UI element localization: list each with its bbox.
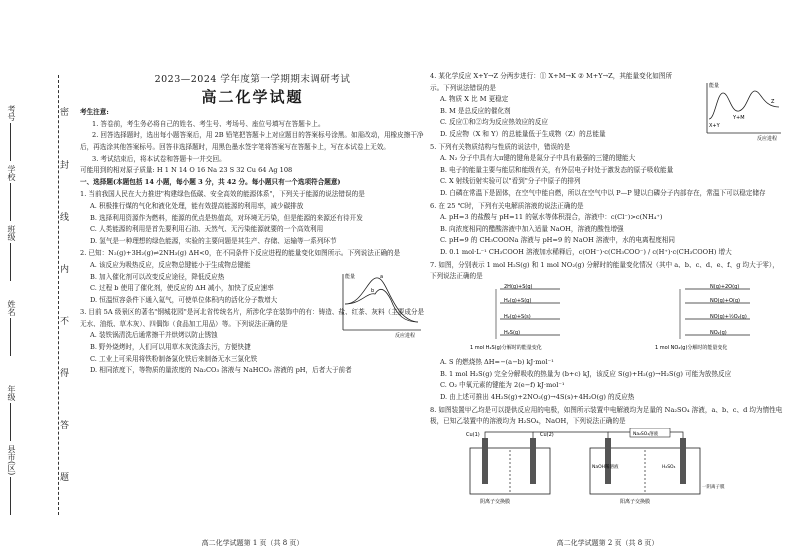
page-footer: 高二化学试题第 1 页（共 8 页） — [201, 539, 304, 548]
option: A. 积极推行煤的气化和液化处理，能有效提高能源的利用率，减少碳排放 — [90, 201, 304, 210]
level-label: X+Y — [709, 123, 720, 129]
electrolysis-apparatus — [430, 428, 785, 506]
level-label: Z — [771, 99, 775, 105]
option: C. 工业上可采用将铁粉制备氯化铁后来制备无水三氯化铁 — [90, 354, 258, 363]
graph-xlabel: 反应进程 — [757, 136, 778, 141]
option: A. 装铁锅清洗后通常擦干并烘烤以防止锈蚀 — [90, 331, 218, 340]
level-label: N(g)+2O(g) — [710, 283, 740, 290]
graph-xlabel: 反应进程 — [395, 333, 416, 339]
question-stem: 4. 某化学反应 X+Y→Z 分两步进行：① X+M→K ② M+Y→Z，其能量变化如图所示。下列说法错误的是 — [430, 72, 673, 92]
option: C. X 射线衍射实验可以"看到"分子中原子的排列 — [440, 177, 581, 186]
level-label: NO₂(g) — [710, 329, 727, 336]
graph-ylabel: 能量 — [709, 83, 720, 89]
seal-char: 密 — [60, 108, 70, 118]
field-school: 学校 — [6, 165, 17, 221]
option: B. M 是总反应的催化剂 — [440, 106, 511, 115]
option: D. 白磷在常温下是固体，在空气中能自燃，所以在空气中以 P—P 键以白磷分子内部存在，常温下可以稳定储存 — [440, 188, 766, 197]
option: D. 恒温恒容条件下通入氦气，可使单位体积内的活化分子数增大 — [90, 295, 278, 304]
option: D. 0.1 mol·L⁻¹ CH₃COOH 溶液加水稀释后，c(OH⁻)·c(CH₃COO⁻) / c(H⁺)·c(CH₃COOH) 增大 — [440, 247, 732, 256]
level-label: Y+M — [733, 115, 745, 121]
option: B. 选择利用资源作为燃料，能源的优点是热值高，对环境无污染，但是能源的来源还有待开发 — [90, 213, 363, 222]
question-stem: 3. 目前 5A 级景区的著名"钢城花园"是河北省传统名片，所涉化学在装饰中的有：铸造、盐、红茶、灰料（主要成分是无水、油纸、草木灰）、四偶饰（食品加工用品）等。下列说法正确的是 — [80, 308, 425, 328]
level-label: H₂S(g) — [504, 329, 521, 336]
field-county: 县市(区) — [6, 445, 17, 515]
level-label: H₂(g)+S(g) — [504, 297, 532, 304]
question-stem: 8. 如图装置甲乙均是可以提供反应用的电极，如图所示装置中电解液均为足量的 Na₂SO₄ 溶液，a、b、c、d 均为惰性电极，已知乙装置中的溶液均为 H₂SO₄，NaOH，下列说法正确的是 — [430, 405, 783, 426]
label-h2so4: H₂SO₄ — [662, 464, 676, 470]
energy-level-diagrams — [430, 283, 785, 353]
caption-left: 阴离子交换膜 — [480, 498, 511, 505]
seal-char: 线 — [60, 213, 70, 223]
question-stem: 6. 在 25 ℃时，下列有关电解质溶液的说法正确的是 — [430, 201, 584, 210]
option: C. 过程 b 使用了催化剂，使反应的 ΔH 减小，加快了反应速率 — [90, 284, 274, 293]
subject-title: 高二化学试题 — [201, 87, 304, 106]
seal-char: 得 — [60, 369, 70, 379]
seal-line — [58, 75, 59, 515]
notice-item: 2. 回答选择题时，选出每小题答案后，用 2B 铅笔把答题卡上对应题目的答案标号涂黑。如需改动，用橡皮擦干净后，再选涂其他答案标号。回答非选择题时，用黑色墨水签字笔将答案写在答题卡上，写在本试卷上无效。 — [80, 131, 424, 151]
notice-item: 1. 答卷前，考生务必将自己的姓名、考生号、考场号、座位号填写在答题卡上。 — [92, 119, 325, 128]
curve-label-b: b — [371, 288, 375, 295]
seal-char: 题 — [60, 473, 70, 483]
field-exam-number: 考号 — [6, 105, 17, 161]
diagram-caption: 1 mol H₂S(g)分解时的能量变化 — [470, 344, 542, 351]
label-naoh: NaOH稀溶液 — [592, 464, 619, 470]
seal-char: 不 — [60, 317, 70, 327]
label-membrane: 一阴离子膜 — [702, 484, 725, 490]
field-name: 姓名 — [6, 300, 17, 356]
option: D. 由上述可推出 4H₂S(g)+2NO₂(g)→4S(s)+4H₂O(g) 的反应热 — [440, 393, 635, 402]
option: D. 氢气是一种理想的绿色能源，实验的主要问题是其生产、存储、运输等一系列环节 — [90, 236, 337, 245]
question-stem: 1. 当前我国人民在大力推进"构建绿色低碳、安全高效的能源体系"，下列关于能源的说法错误的是 — [80, 190, 365, 199]
notice-heading: 考生注意: — [80, 108, 109, 117]
question-7 — [430, 260, 785, 404]
exam-title: 2023—2024 学年度第一学期期末调研考试 — [154, 74, 351, 85]
question-stem: 5. 下列有关物质结构与性质的说法中，错误的是 — [430, 142, 571, 151]
option: A. pH=3 的盐酸与 pH=11 的氨水等体积混合，溶液中：c(Cl⁻)>c(NH₄⁺) — [440, 213, 663, 222]
level-label: NO(g)+O(g) — [710, 297, 740, 304]
question-8 — [430, 405, 785, 511]
field-class: 班级 — [6, 225, 17, 281]
level-label: H₂(g)+S(s) — [504, 313, 531, 320]
diagram-caption: 1 mol NO₂(g)分解时的能量变化 — [655, 344, 728, 351]
page-2 — [430, 70, 785, 550]
seal-char: 答 — [60, 421, 70, 431]
energy-graph — [333, 270, 425, 338]
option: B. 野外烧烤时，人们可以用草木灰洗涤去污，方便快捷 — [90, 343, 251, 352]
seal-char: 封 — [60, 161, 70, 171]
question-5 — [430, 142, 785, 200]
option: C. O₂ 中氧元素的键能为 2(e−f) kJ·mol⁻¹ — [440, 381, 565, 390]
page-1 — [80, 70, 425, 550]
atomic-masses: 可能用到的相对原子质量: H 1 N 14 O 16 Na 23 S 32 Cu 64 Ag 108 — [80, 166, 293, 175]
no2-diagram — [655, 284, 750, 351]
option: D. 相同浓度下，等物质的量浓度的 Na₂CO₃ 溶液与 NaHCO₃ 溶液的 pH，后者大于前者 — [90, 366, 352, 375]
label-cu2: Cu(2) — [540, 431, 554, 438]
option: A. N₂ 分子中具有大π键的键角是氮分子中具有最强的三键的键能大 — [440, 154, 636, 163]
question-6 — [430, 201, 785, 259]
option: B. 1 mol H₂S(g) 完全分解吸收的热量为 (b+c) kJ，该反应 S(g)+H₂(g)→H₂S(g) 可能为放热反应 — [440, 369, 732, 378]
binding-margin — [0, 0, 78, 560]
graph-ylabel: 能量 — [345, 274, 356, 281]
notice-item: 3. 考试结束后，将本试卷和答题卡一并交回。 — [92, 154, 226, 163]
energy-graph-q4 — [697, 79, 785, 141]
page-footer: 高二化学试题第 2 页（共 8 页） — [556, 539, 659, 548]
option: C. 反应①和②均为反应热效应的反应 — [440, 118, 548, 127]
section-heading: 一、选择题(本题包括 14 小题，每小题 3 分，共 42 分。每小题只有一个选项符合题意) — [80, 177, 341, 186]
option: C. 人类能源的利用是首先要利用石油、天然气、无污染能源就要的一个高效利用 — [90, 225, 324, 234]
option: D. 反应物（X 和 Y）的总能量低于生成物（Z）的总能量 — [440, 129, 606, 138]
option: B. 加入催化剂可以改变反应途径，降低反应热 — [90, 272, 225, 281]
question-4 — [430, 71, 785, 141]
caption-right: 阳离子交换膜 — [620, 498, 651, 505]
level-label: NO(g)+½O₂(g) — [710, 313, 747, 320]
option: A. S 的燃烧热 ΔH=−(a−b) kJ·mol⁻¹ — [440, 358, 554, 367]
question-stem: 7. 如图，分别表示 1 mol H₂S(g) 和 1 mol NO₂(g) 分解时的能量变化情况（其中 a、b、c、d、e、f、g 均大于零），下列说法正确的是 — [430, 260, 779, 281]
curve-label-a: a — [380, 274, 384, 281]
question-1 — [80, 189, 425, 247]
option: A. 物质 X 比 M 更稳定 — [440, 95, 509, 104]
level-label: 2H(g)+S(g) — [504, 283, 533, 290]
field-grade: 年级 — [6, 385, 17, 441]
label-cu1: Cu(1) — [466, 431, 480, 438]
question-stem: 2. 已知：N₂(g)+3H₂(g)⇌2NH₃(g) ΔH<0，在不同条件下反应进程的能量变化如图所示。下列说法正确的是 — [80, 249, 401, 258]
option: B. 向浓度相同的醋酸溶液中加入适量 NaOH，溶液的酸性增强 — [440, 224, 624, 233]
h2s-diagram — [470, 284, 560, 351]
option: A. 该反应为吸热反应，反应物总键能小于生成物总键能 — [90, 260, 251, 269]
label-na2so4: Na₂SO₄溶液 — [633, 431, 659, 437]
option: C. pH=9 的 CH₃COONa 溶液与 pH=9 的 NaOH 溶液中，水的电离程度相同 — [440, 236, 676, 245]
seal-char: 内 — [60, 265, 70, 275]
option: B. 电子的能量主要与能层和能级有关，有外层电子时处于激发态的原子吸收能量 — [440, 165, 674, 174]
